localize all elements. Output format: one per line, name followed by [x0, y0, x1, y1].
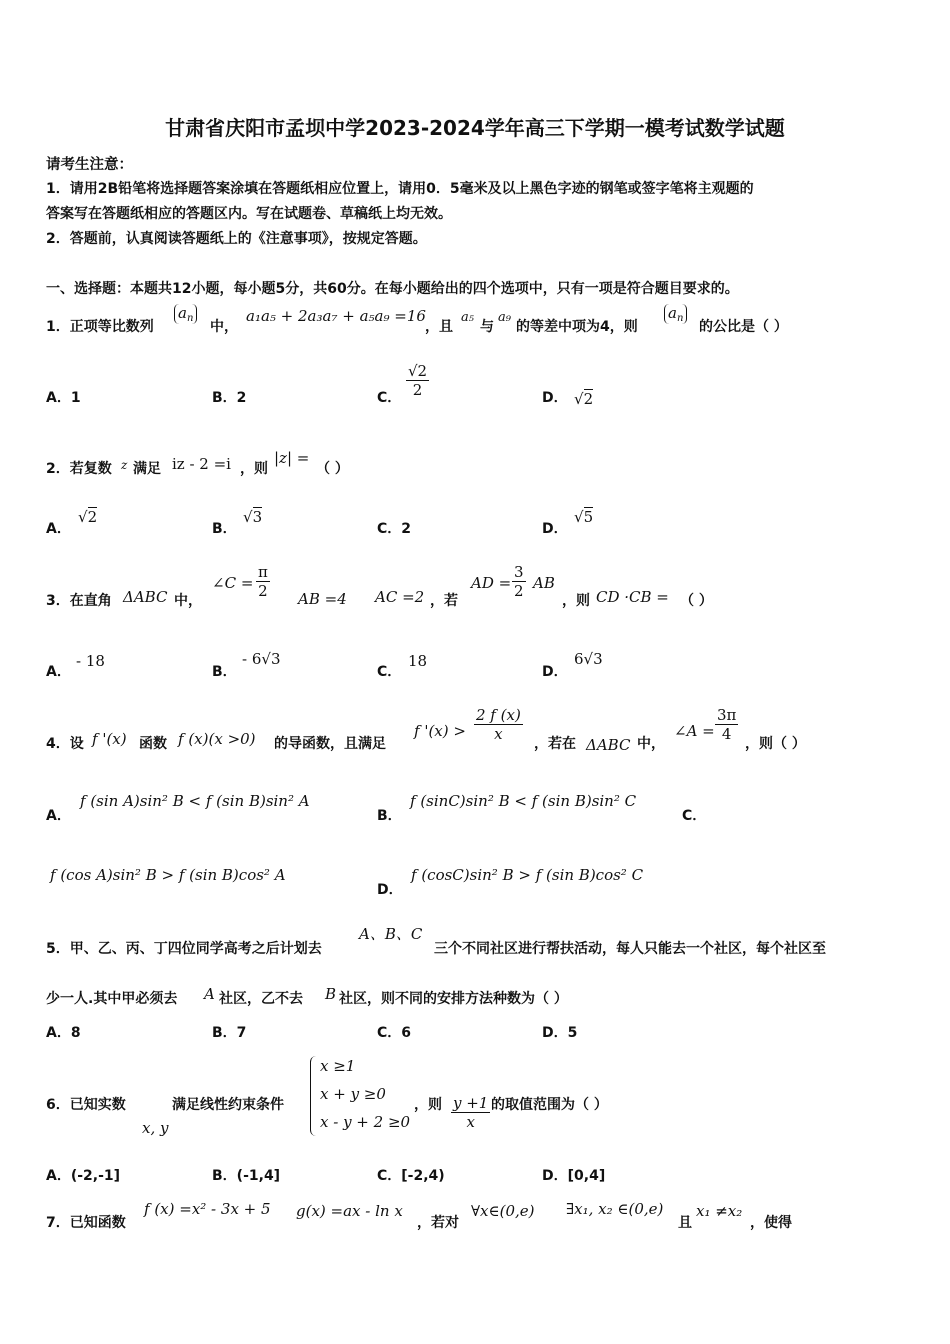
q6-option-d[interactable]: D．[0,4]	[542, 1168, 606, 1184]
q4-option-a-label[interactable]: A．	[46, 808, 71, 824]
q4-f-prime: f '(x)	[92, 730, 127, 748]
q3-three-halves: $\frac{3}{2}$	[514, 563, 524, 600]
q4-option-a-value: f (sin A)sin² B < f (sin B)sin² A	[80, 792, 310, 810]
q1-sequence-2: $a_n$	[664, 304, 687, 324]
q3-option-d-value: 6√3	[574, 650, 603, 668]
q3-option-b-label[interactable]: B．	[212, 664, 237, 680]
q5-option-c[interactable]: C．6	[377, 1025, 412, 1041]
q2-equation: iz - 2 =i	[172, 455, 231, 473]
q6-option-c[interactable]: C．[-2,4)	[377, 1168, 445, 1184]
q3-text-1: 3．在直角	[46, 593, 112, 609]
q1-equation: a₁a₅ + 2a₃a₇ + a₅a₉ =16	[246, 307, 426, 325]
q3-text-3: ，若	[430, 593, 458, 609]
q4-text-3: 的导函数，且满足	[274, 736, 386, 752]
q4-option-d-value: f (cosC)sin² B > f (sin B)cos² C	[411, 866, 644, 884]
q7-text-3: 且	[678, 1215, 692, 1231]
q7-forall: ∀x∈(0,e)	[471, 1202, 535, 1220]
notice-line-2: 答案写在答题纸相应的答题区内。写在试题卷、草稿纸上均无效。	[46, 206, 452, 222]
q2-text-2: 满足	[133, 461, 161, 477]
q4-option-c-label[interactable]: C．	[682, 808, 707, 824]
q3-text-2: 中，	[174, 593, 202, 609]
q1-text-3: ，且	[425, 319, 453, 335]
notice-line-3: 2．答题前，认真阅读答题纸上的《注意事项》，按规定答题。	[46, 231, 427, 247]
q6-text-3: ，则	[414, 1097, 442, 1113]
q6-text-2: 满足线性约束条件	[172, 1097, 284, 1113]
q6-option-b[interactable]: B．(-1,4]	[212, 1168, 281, 1184]
q3-angle: ∠C =	[212, 574, 254, 592]
q1-option-d-label[interactable]: D．	[542, 390, 568, 406]
q1-sequence: $a_n$	[174, 304, 197, 324]
notice-heading: 请考生注意：	[46, 157, 133, 173]
q7-f: f (x) =x² - 3x + 5	[144, 1200, 271, 1218]
q1-option-a[interactable]: A．1	[46, 390, 81, 406]
q3-ac: AC =2	[375, 588, 425, 606]
q3-ab-vector: AB	[533, 574, 555, 592]
q4-option-b-label[interactable]: B．	[377, 808, 402, 824]
q7-g: g(x) =ax - ln x	[296, 1202, 403, 1220]
q2-option-a-value: √2	[78, 508, 98, 526]
q1-text-6: 的公比是（ ）	[699, 319, 788, 335]
q3-option-b-value: - 6√3	[242, 650, 281, 668]
q2-z: z	[121, 458, 128, 472]
q6-constraint-1: x ≥1	[320, 1057, 356, 1075]
q3-option-a-value: - 18	[76, 652, 105, 670]
q2-option-d-label[interactable]: D．	[542, 521, 568, 537]
q2-option-b-value: √3	[243, 508, 263, 526]
q4-fx: f (x)(x >0)	[178, 730, 256, 748]
q5-text-1: 5．甲、乙、丙、丁四位同学高考之后计划去	[46, 941, 322, 957]
section-heading: 一、选择题：本题共12小题，每小题5分，共60分。在每小题给出的四个选项中，只有一项是符合题目要求的。	[46, 281, 739, 297]
q2-option-d-value: √5	[574, 508, 594, 526]
q7-exists: ∃x₁, x₂ ∈(0,e)	[566, 1200, 664, 1218]
q5-text-4: 社区，乙不去	[219, 991, 303, 1007]
q3-option-a-label[interactable]: A．	[46, 664, 71, 680]
q3-ab: AB =4	[298, 590, 347, 608]
q6-brace	[310, 1056, 317, 1136]
q3-ad: AD =	[471, 574, 512, 592]
q5-communities: A、B、C	[359, 925, 423, 943]
q5-a: A	[204, 985, 215, 1003]
q4-inequality-left: f '(x) >	[414, 722, 466, 740]
page-title: 甘肃省庆阳市孟坝中学2023-2024学年高三下学期一模考试数学试题	[165, 116, 785, 140]
q3-text-4: ，则	[562, 593, 590, 609]
q1-option-b[interactable]: B．2	[212, 390, 247, 406]
q4-option-b-value: f (sinC)sin² B < f (sin B)sin² C	[410, 792, 637, 810]
q2-option-c[interactable]: C．2	[377, 521, 412, 537]
q6-fraction: $\frac{y +1}{x}$	[453, 1094, 489, 1131]
q4-three-pi-over-4: $\frac{3\pi}{4}$	[717, 706, 737, 743]
q3-text-5: （ ）	[680, 593, 713, 609]
q4-option-c-value: f (cos A)sin² B > f (sin B)cos² A	[50, 866, 286, 884]
q6-constraint-3: x - y + 2 ≥0	[320, 1113, 411, 1131]
q2-option-a-label[interactable]: A．	[46, 521, 71, 537]
q2-text-3: ，则	[240, 461, 268, 477]
q2-option-b-label[interactable]: B．	[212, 521, 237, 537]
q3-option-d-label[interactable]: D．	[542, 664, 568, 680]
q3-triangle: ΔABC	[123, 588, 168, 606]
q4-text-5: 中，	[637, 736, 665, 752]
q4-inequality-fraction: $\frac{2 f (x)}{x}$	[476, 706, 521, 743]
q4-angle: ∠A =	[674, 722, 715, 740]
q6-text-1: 6．已知实数	[46, 1097, 126, 1113]
q2-abs: |z| =	[274, 449, 310, 467]
q3-pi-over-2: $\frac{\pi}{2}$	[258, 563, 268, 600]
q1-a9: a₉	[498, 310, 511, 325]
q1-option-d-value: √2	[574, 390, 594, 408]
q1-text-1: 1．正项等比数列	[46, 319, 154, 335]
q2-text-1: 2．若复数	[46, 461, 112, 477]
q7-neq: x₁ ≠x₂	[696, 1202, 743, 1220]
q5-option-b[interactable]: B．7	[212, 1025, 247, 1041]
q1-text-4: 与	[480, 319, 494, 335]
q2-text-4: （ ）	[316, 461, 349, 477]
q4-text-1: 4．设	[46, 736, 84, 752]
q7-text-1: 7．已知函数	[46, 1215, 126, 1231]
q5-option-a[interactable]: A．8	[46, 1025, 81, 1041]
q3-option-c-value: 18	[408, 652, 428, 670]
q4-triangle: ΔABC	[586, 736, 631, 754]
q3-option-c-label[interactable]: C．	[377, 664, 402, 680]
q6-option-a[interactable]: A．(-2,-1]	[46, 1168, 121, 1184]
q4-text-2: 函数	[139, 736, 167, 752]
q5-text-3: 少一人.其中甲必须去	[46, 991, 178, 1007]
q5-b: B	[325, 985, 337, 1003]
q4-option-d-label[interactable]: D．	[377, 882, 403, 898]
q1-option-c-label[interactable]: C．	[377, 390, 402, 406]
q1-text-2: 中，	[210, 319, 238, 335]
q3-dot-product: CD ·CB =	[596, 588, 669, 606]
q6-xy: x, y	[142, 1119, 169, 1137]
q5-text-5: 社区，则不同的安排方法种数为（ ）	[339, 991, 568, 1007]
q7-text-4: ，使得	[750, 1215, 792, 1231]
q6-text-4: 的取值范围为（ ）	[491, 1097, 608, 1113]
q6-constraint-2: x + y ≥0	[320, 1085, 386, 1103]
q4-text-6: ，则（ ）	[745, 736, 806, 752]
q1-text-5: 的等差中项为4，则	[516, 319, 638, 335]
q7-text-2: ，若对	[417, 1215, 459, 1231]
q1-option-c-value: $\frac{√2}{2}$	[408, 362, 428, 399]
q5-text-2: 三个不同社区进行帮扶活动，每人只能去一个社区，每个社区至	[434, 941, 826, 957]
q1-a5: a₅	[461, 310, 474, 325]
q5-option-d[interactable]: D．5	[542, 1025, 578, 1041]
q4-text-4: ，若在	[534, 736, 576, 752]
notice-line-1: 1．请用2B铅笔将选择题答案涂填在答题纸相应位置上，请用0．5毫米及以上黑色字迹的钢笔或签字笔将主观题的	[46, 181, 754, 197]
